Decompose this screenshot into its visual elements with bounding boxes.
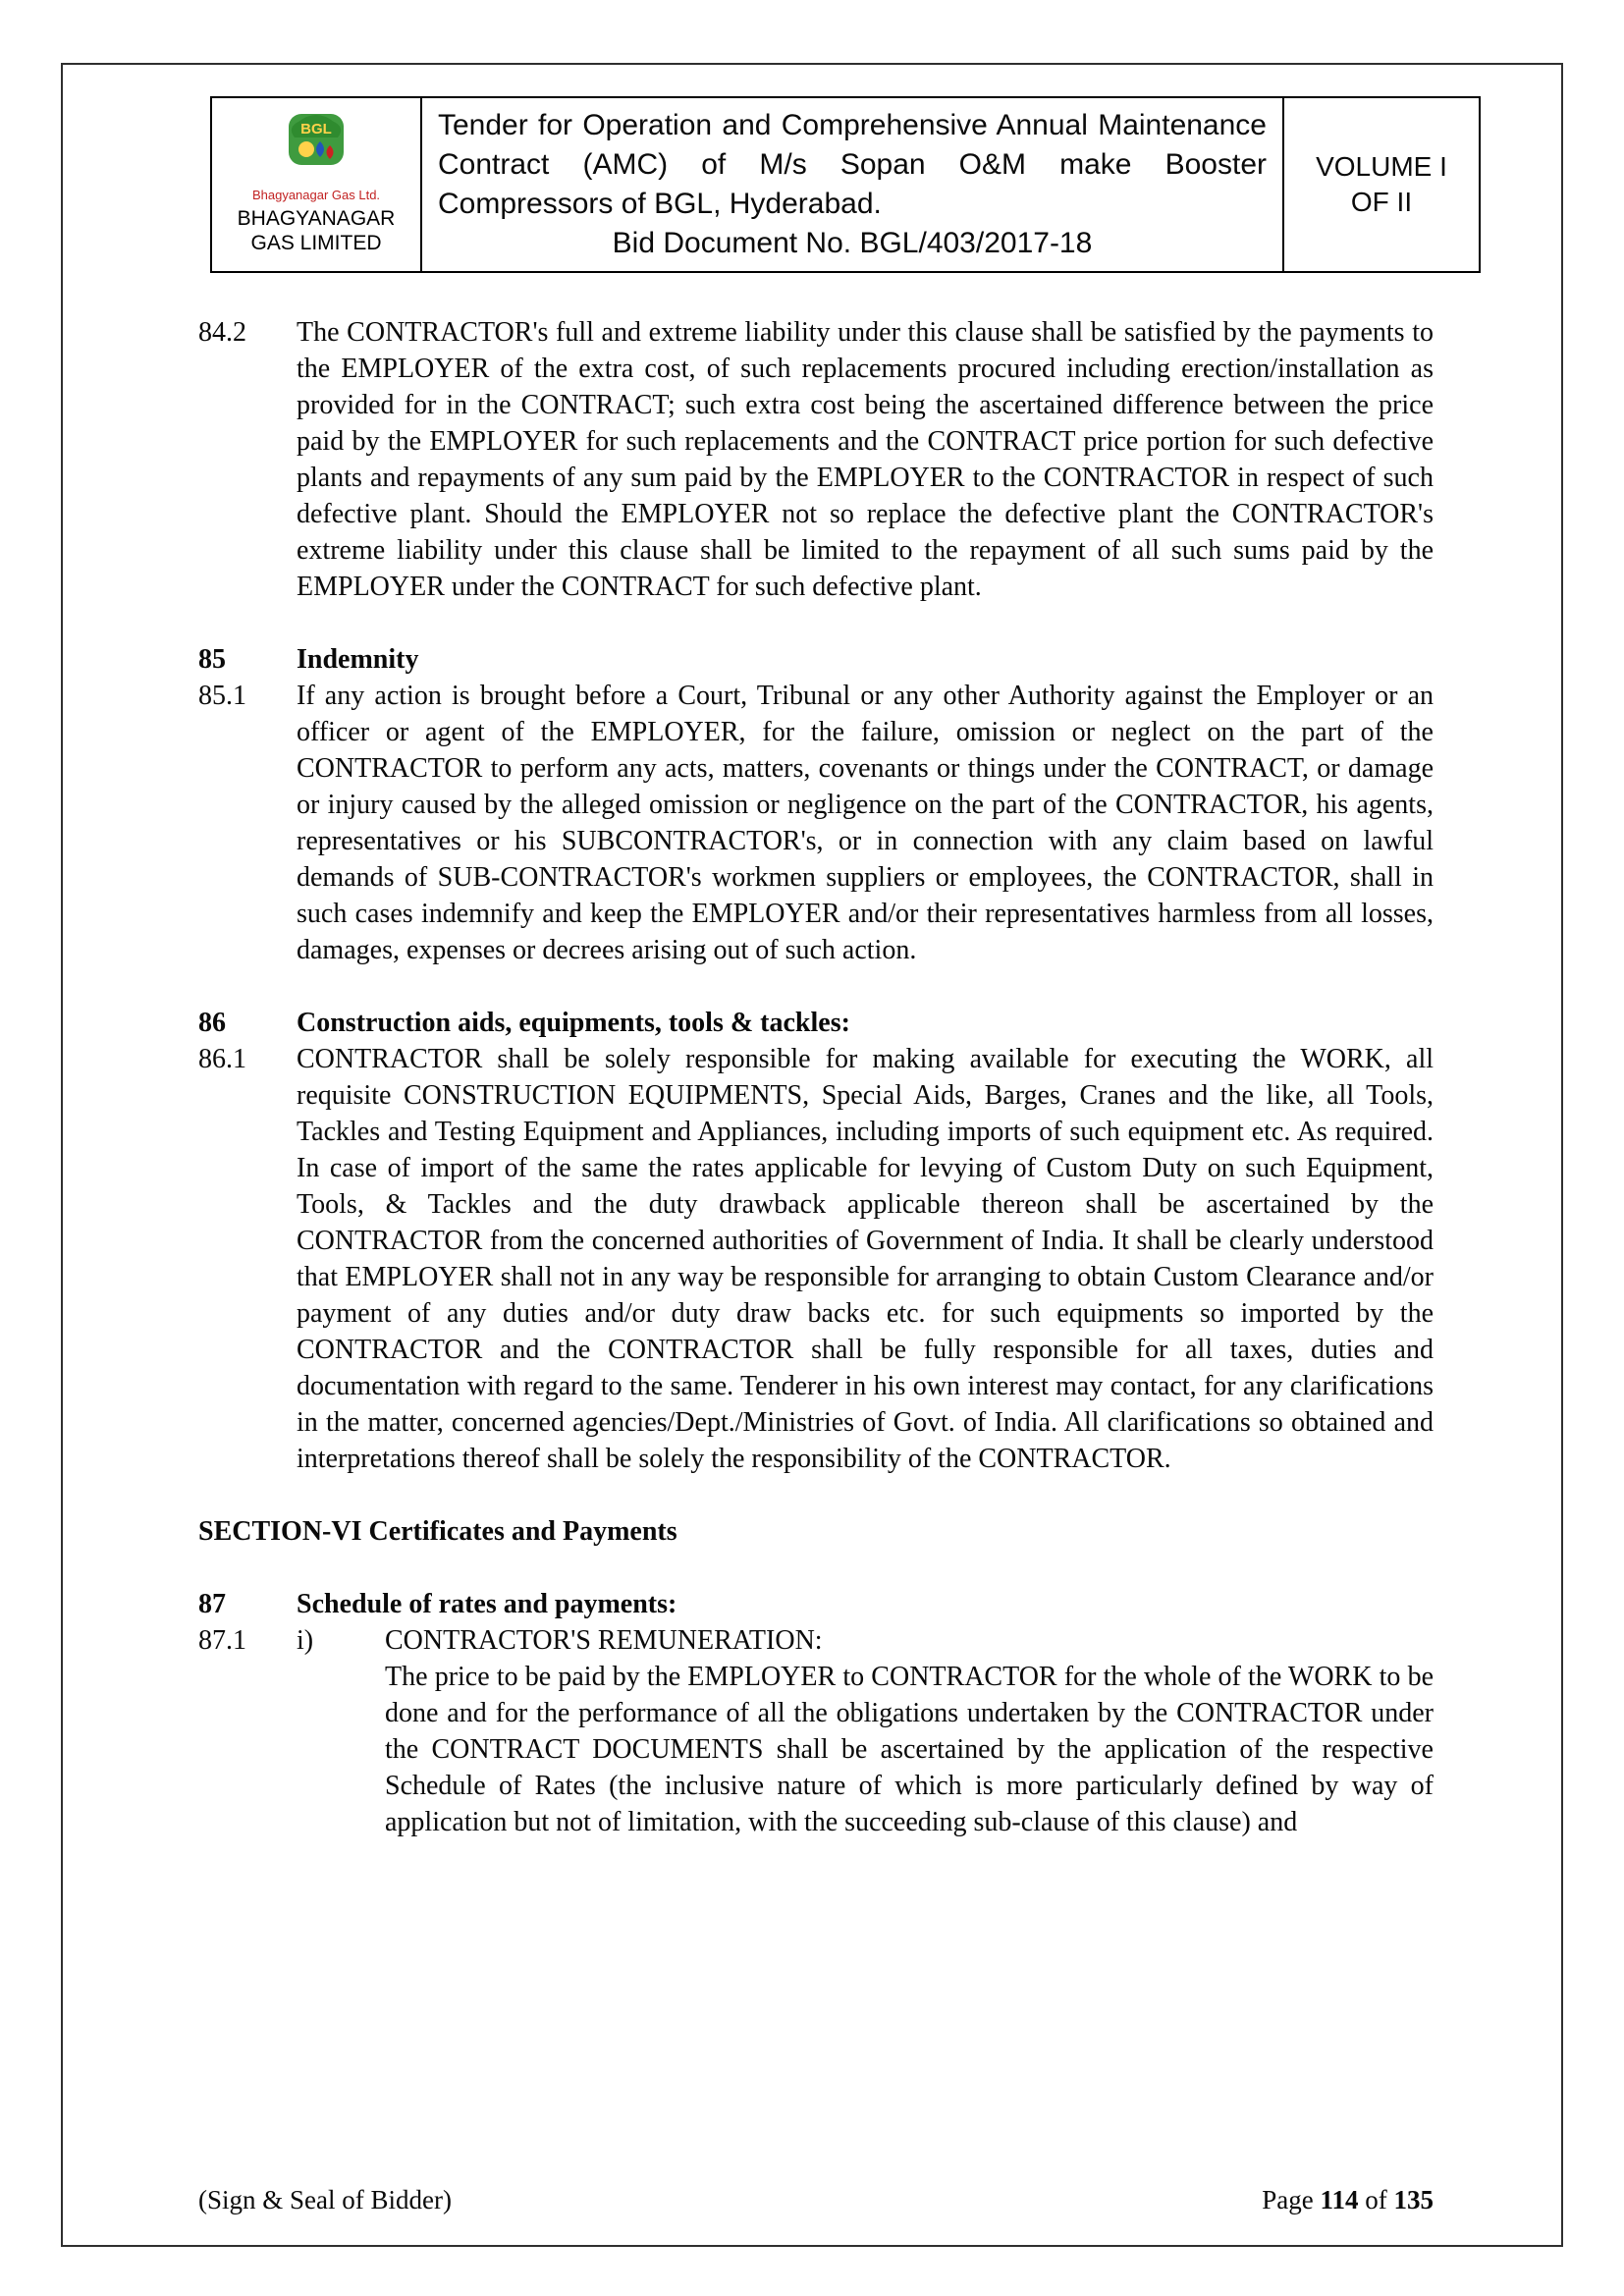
page-indicator: [1262, 2185, 1434, 2215]
section-vi-heading: SECTION-VI Certificates and Payments: [198, 1516, 677, 1547]
clause-number: 84.2: [198, 317, 246, 348]
spacer: [198, 605, 1434, 641]
total-pages: 135: [1393, 2185, 1434, 2214]
volume-line-2: OF II: [1350, 187, 1413, 217]
clause-text: If any action is brought before a Court, Tribunal or any other Authority against the Employer or an officer or agent of the EMPLOYER, for the failure, omission or neglect on the part of the CONTRACTOR to perform any acts, matters, covenants or things under the CONTRACT, or damage or injury caused by the alleged omission or negligence on the part of the CONTRACTOR, his agents, representatives or his SUBCONTRACTOR's, or in connection with any claim based on lawful demands of SUB-CONTRACTOR's workmen suppliers or employees, the CONTRACTOR, shall in such cases indemnify and keep the EMPLOYER and/or their representatives harmless from all losses, damages, expenses or decrees arising out of such action.: [297, 681, 1434, 965]
clause-number: 85: [198, 644, 226, 675]
volume-cell: [1283, 97, 1480, 272]
clause-number: 86: [198, 1008, 226, 1038]
bgl-logo-icon: [269, 121, 363, 189]
sub-item-text: The price to be paid by the EMPLOYER to CONTRACTOR for the whole of the WORK to be done and for the performance of all the obligations undertaken by the CONTRACTOR under the CONTRACT DOCUMENTS shall be ascertained by the application of the respective Schedule of Rates (the inclusive nature of which is more particularly defined by way of application but not of limitation, with the succeeding sub-clause of this clause) and: [385, 1662, 1434, 1837]
clause-87-heading: [198, 1586, 1434, 1622]
sub-item-marker: i): [297, 1625, 314, 1656]
clause-heading: Schedule of rates and payments:: [297, 1589, 677, 1619]
clause-number: 86.1: [198, 1044, 246, 1074]
sign-seal-note: (Sign & Seal of Bidder): [198, 2185, 452, 2214]
page-footer: [198, 2185, 1434, 2215]
clause-84-2: [198, 314, 1434, 605]
document-header: [210, 96, 1481, 273]
sub-item-body: [385, 1622, 1434, 1840]
svg-text:BGL: BGL: [300, 121, 332, 137]
clause-86-1: [198, 1041, 1434, 1477]
page-number: 114: [1320, 2185, 1359, 2214]
volume-line-1: VOLUME I: [1316, 151, 1447, 182]
clause-number: 87.1: [198, 1625, 246, 1656]
clause-87-1: [198, 1622, 1434, 1840]
clause-number: 87: [198, 1589, 226, 1619]
page-border-frame: [61, 63, 1563, 2247]
clause-text: CONTRACTOR shall be solely responsible for making available for executing the WORK, all requisite CONSTRUCTION EQUIPMENTS, Special Aids, Barges, Cranes and the like, all Tools, Tackles and Testing Equipment and Appliances, including imports of such equipment etc. As required. In case of import of the same the rates applicable for levying of Custom Duty on such Equipment, Tools, & Tackles and the duty drawback applicable thereon shall be ascertained by the CONTRACTOR from the concerned authorities of Government of India. It shall be clearly understood that EMPLOYER shall not in any way be responsible for arranging to obtain Custom Clearance and/or payment of any duties and/or duty draw backs etc. for such equipments so imported by the CONTRACTOR and the CONTRACTOR shall be fully responsible for all taxes, duties and documentation with regard to the same. Tenderer in his own interest may contact, for any clarifications in the matter, concerned agencies/Dept./Ministries of Govt. of India. All clarifications so obtained and interpretations thereof shall be solely the responsibility of the CONTRACTOR.: [297, 1044, 1434, 1474]
clause-heading: Indemnity: [297, 644, 419, 675]
clause-text: The CONTRACTOR's full and extreme liability under this clause shall be satisfied by the payments to the EMPLOYER of the extra cost, of such replacements procured including erection/installation as provided for in the CONTRACT; such extra cost being the ascertained difference between the price paid by the EMPLOYER for such replacements and the CONTRACT price portion for such defective plants and repayments of any sum paid by the EMPLOYER to the CONTRACTOR in respect of such defective plant. Should the EMPLOYER not so replace the defective plant the CONTRACTOR's extreme liability under this clause shall be limited to the repayment of all such sums paid by the EMPLOYER under the CONTRACT for such defective plant.: [297, 317, 1434, 602]
logo-subtitle: Bhagyanagar Gas Ltd.: [251, 188, 381, 202]
spacer: [198, 968, 1434, 1005]
clause-86-heading: [198, 1005, 1434, 1041]
document-body: [198, 314, 1434, 1840]
sub-item-heading: CONTRACTOR'S REMUNERATION:: [385, 1625, 823, 1656]
clause-85-1: [198, 678, 1434, 968]
of-label: of: [1365, 2185, 1387, 2214]
company-name: BHAGYANAGAR GAS LIMITED: [237, 207, 396, 254]
title-cell: [421, 97, 1283, 272]
spacer: [198, 1550, 1434, 1586]
page-label: Page: [1262, 2185, 1314, 2214]
clause-number: 85.1: [198, 681, 246, 711]
clause-85-heading: [198, 641, 1434, 678]
clause-heading: Construction aids, equipments, tools & tackles:: [297, 1008, 850, 1038]
document-title: Tender for Operation and Comprehensive Annual Maintenance Contract (AMC) of M/s Sopan O&M make Booster Compressors of BGL, Hyderabad.: [438, 109, 1267, 220]
bid-document-number: Bid Document No. BGL/403/2017-18: [612, 227, 1093, 259]
logo-cell: [211, 97, 421, 272]
spacer: [198, 1477, 1434, 1513]
